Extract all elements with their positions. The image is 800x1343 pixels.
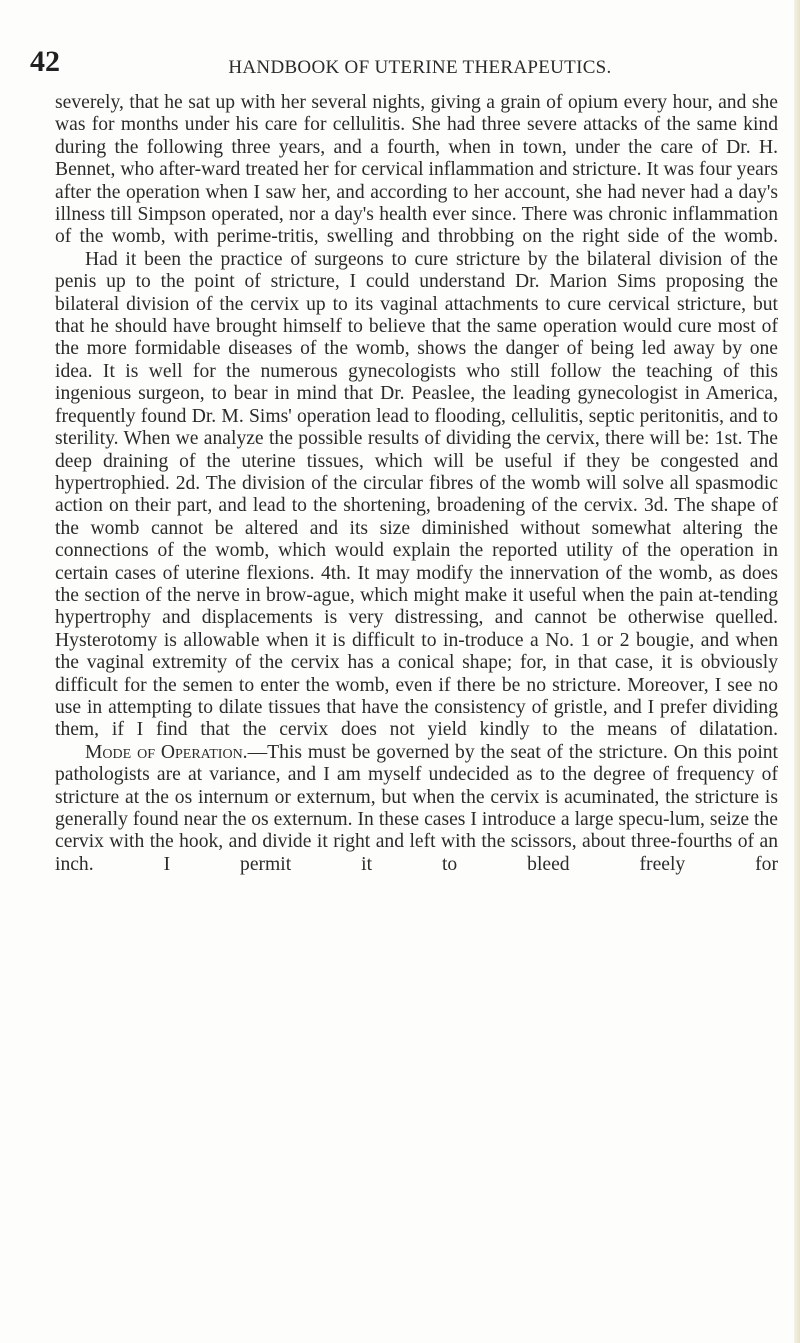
page-edge	[794, 0, 800, 1343]
paragraph-3-text: —This must be governed by the seat of the stricture. On this point pathologists are at variance, and I am myself undecided as to the degree of frequency of stricture at the os internum or externum, but when the cervix is acuminated, the stricture is generally found near the os externum. In these cases I introduce a large specu-lum, seize the cervix with the hook, and divide it right and left with the scissors, about three-fourths of an inch. I permit it to bleed freely for	[55, 741, 778, 875]
paragraph-1: severely, that he sat up with her several nights, giving a grain of opium every hour, and she was for months under his care for cellulitis. She had three severe attacks of the same kind during the following three years, and a fourth, when in town, under the care of Dr. H. Bennet, who after-ward treated her for cervical inflammation and stricture. It was four years after the operation when I saw her, and according to her account, she had never had a day's illness till Simpson operated, nor a day's health ever since. There was chronic inflammation of the womb, with perime-tritis, swelling and throbbing on the right side of the womb.	[55, 92, 778, 248]
page-number: 42	[30, 45, 60, 78]
running-title: HANDBOOK OF UTERINE THERAPEUTICS.	[228, 57, 612, 78]
body-text	[55, 92, 778, 876]
paragraph-3	[55, 742, 778, 876]
section-heading: Mode of Operation.	[85, 741, 248, 763]
paragraph-2: Had it been the practice of surgeons to cure stricture by the bilateral division of the penis up to the point of stricture, I could understand Dr. Marion Sims proposing the bilateral division of the cervix up to its vaginal attachments to cure cervical stricture, but that he should have brought himself to believe that the same operation would cure most of the more formidable diseases of the womb, shows the danger of being led away by one idea. It is well for the numerous gynecologists who still follow the teaching of this ingenious surgeon, to bear in mind that Dr. Peaslee, the leading gynecologist in America, frequently found Dr. M. Sims' operation lead to flooding, cellulitis, septic peritonitis, and to sterility. When we analyze the possible results of dividing the cervix, there will be: 1st. The deep draining of the uterine tissues, which will be useful if they be congested and hypertrophied. 2d. The division of the circular fibres of the womb will solve all spasmodic action on their part, and lead to the shortening, broadening of the cervix. 3d. The shape of the womb cannot be altered and its size diminished without somewhat altering the connections of the womb, which would explain the reported utility of the operation in certain cases of uterine flexions. 4th. It may modify the innervation of the womb, as does the section of the nerve in brow-ague, which might make it useful when the pain at-tending hypertrophy and displacements is very distressing, and cannot be otherwise quelled. Hysterotomy is allowable when it is difficult to in-troduce a No. 1 or 2 bougie, and when the vaginal extremity of the cervix has a conical shape; for, in that case, it is obviously difficult for the semen to enter the womb, even if there be no stricture. Moreover, I see no use in attempting to dilate tissues that have the consistency of gristle, and I prefer dividing them, if I find that the cervix does not yield kindly to the means of dilatation.	[55, 248, 778, 741]
